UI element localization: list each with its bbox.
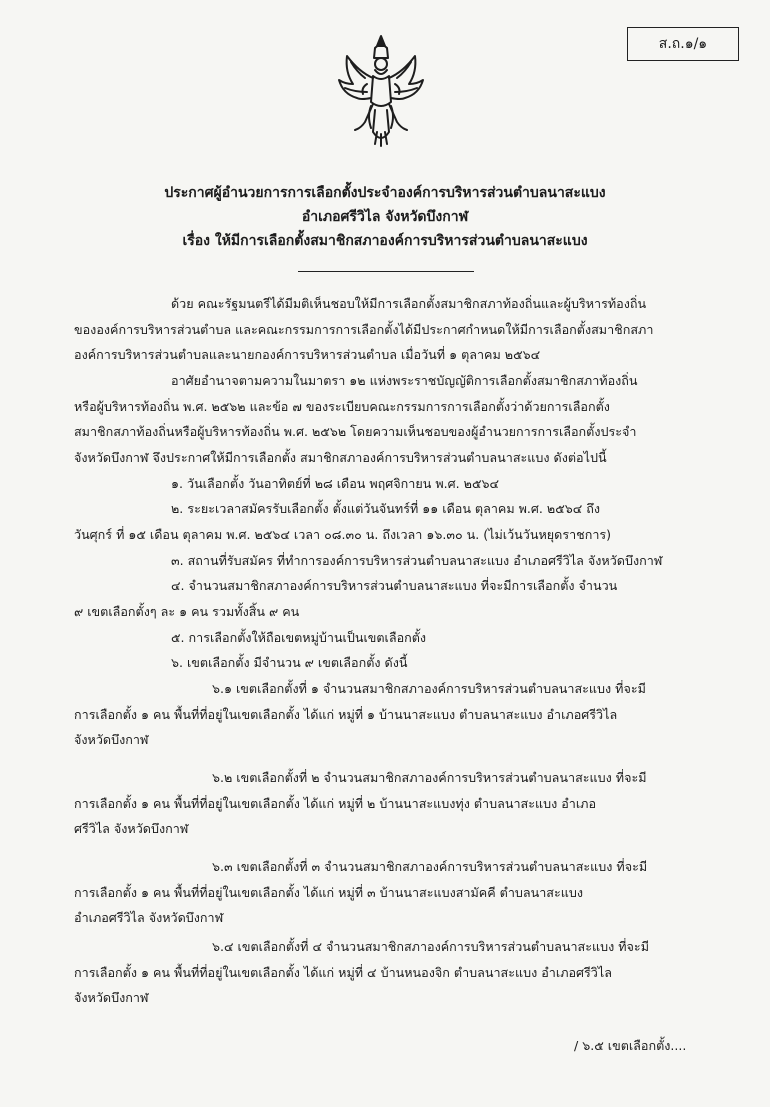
- body-line: องค์การบริหารส่วนตำบลและนายกองค์การบริหารส่วนตำบล เมื่อวันที่ ๑ ตุลาคม ๒๕๖๔: [74, 347, 541, 362]
- body-line: วันศุกร์ ที่ ๑๕ เดือน ตุลาคม พ.ศ. ๒๕๖๔ เวลา ๐๘.๓๐ น. ถึงเวลา ๑๖.๓๐ น. (ไม่เว้นวันหยุดราชการ): [74, 527, 612, 542]
- body-line: อำเภอศรีวิไล จังหวัดบึงกาฬ: [74, 910, 224, 925]
- body-line: ๖. เขตเลือกตั้ง มีจำนวน ๙ เขตเลือกตั้ง ดังนี้: [171, 655, 408, 670]
- continuation-note: / ๖.๕ เขตเลือกตั้ง....: [574, 1038, 687, 1053]
- heading-line-1: ประกาศผู้อำนวยการการเลือกตั้งประจำองค์การบริหารส่วนตำบลนาสะแบง: [164, 185, 606, 201]
- body-line: หรือผู้บริหารท้องถิ่น พ.ศ. ๒๕๖๒ และข้อ ๗ ของระเบียบคณะกรรมการการเลือกตั้งว่าด้วยการเลือกตั้ง: [74, 399, 610, 414]
- body-line: จังหวัดบึงกาฬ: [74, 990, 149, 1005]
- body-line: ๖.๔ เขตเลือกตั้งที่ ๔ จำนวนสมาชิกสภาองค์การบริหารส่วนตำบลนาสะแบง ที่จะมี: [212, 939, 649, 954]
- body-line: ๙ เขตเลือกตั้งๆ ละ ๑ คน รวมทั้งสิ้น ๙ คน: [74, 604, 300, 619]
- body-line: ด้วย คณะรัฐมนตรีได้มีมติเห็นชอบให้มีการเลือกตั้งสมาชิกสภาท้องถิ่นและผู้บริหารท้องถิ่น: [171, 296, 647, 311]
- body-line: การเลือกตั้ง ๑ คน พื้นที่ที่อยู่ในเขตเลือกตั้ง ได้แก่ หมู่ที่ ๒ บ้านนาสะแบงทุ่ง ตำบลนาสะแบง อำเภอ: [74, 796, 597, 811]
- document-code-box: ส.ถ.๑/๑: [627, 27, 739, 61]
- body-line: ๖.๑ เขตเลือกตั้งที่ ๑ จำนวนสมาชิกสภาองค์การบริหารส่วนตำบลนาสะแบง ที่จะมี: [212, 681, 646, 696]
- body-line: จังหวัดบึงกาฬ: [74, 732, 149, 747]
- heading-line-2: อำเภอศรีวิไล จังหวัดบึงกาฬ: [301, 209, 469, 225]
- body-line: การเลือกตั้ง ๑ คน พื้นที่ที่อยู่ในเขตเลือกตั้ง ได้แก่ หมู่ที่ ๔ บ้านหนองจิก ตำบลนาสะแบง อำเภอศรีวิไล: [74, 965, 612, 980]
- body-line: ศรีวิไล จังหวัดบึงกาฬ: [74, 821, 189, 836]
- body-line: ๖.๓ เขตเลือกตั้งที่ ๓ จำนวนสมาชิกสภาองค์การบริหารส่วนตำบลนาสะแบง ที่จะมี: [212, 859, 648, 874]
- body-line: ๓. สถานที่รับสมัคร ที่ทำการองค์การบริหารส่วนตำบลนาสะแบง อำเภอศรีวิไล จังหวัดบึงกาฬ: [171, 553, 663, 568]
- body-line: จังหวัดบึงกาฬ จึงประกาศให้มีการเลือกตั้ง สมาชิกสภาองค์การบริหารส่วนตำบลนาสะแบง ดังต่อไปนี้: [74, 450, 607, 465]
- garuda-emblem-icon: [331, 32, 431, 150]
- body-line: ๖.๒ เขตเลือกตั้งที่ ๒ จำนวนสมาชิกสภาองค์การบริหารส่วนตำบลนาสะแบง ที่จะมี: [212, 770, 647, 785]
- body-line: ขององค์การบริหารส่วนตำบล และคณะกรรมการการเลือกตั้งได้มีประกาศกำหนดให้มีการเลือกตั้งสมาชิกสภา: [74, 322, 654, 337]
- heading-line-3: เรื่อง ให้มีการเลือกตั้งสมาชิกสภาองค์การบริหารส่วนตำบลนาสะแบง: [182, 233, 588, 249]
- body-line: สมาชิกสภาท้องถิ่นหรือผู้บริหารท้องถิ่น พ.ศ. ๒๕๖๒ โดยความเห็นชอบของผู้อำนวยการการเลือกตั้งประจำ: [74, 424, 637, 439]
- body-line: การเลือกตั้ง ๑ คน พื้นที่ที่อยู่ในเขตเลือกตั้ง ได้แก่ หมู่ที่ ๓ บ้านนาสะแบงสามัคคี ตำบลนาสะแบง: [74, 885, 583, 900]
- heading-divider: [298, 271, 474, 272]
- body-line: ๔. จำนวนสมาชิกสภาองค์การบริหารส่วนตำบลนาสะแบง ที่จะมีการเลือกตั้ง จำนวน: [171, 578, 618, 593]
- body-line: ๕. การเลือกตั้งให้ถือเขตหมู่บ้านเป็นเขตเลือกตั้ง: [171, 630, 427, 645]
- body-line: ๑. วันเลือกตั้ง วันอาทิตย์ที่ ๒๘ เดือน พฤศจิกายน พ.ศ. ๒๕๖๔: [171, 476, 500, 491]
- body-line: อาศัยอำนาจตามความในมาตรา ๑๒ แห่งพระราชบัญญัติการเลือกตั้งสมาชิกสภาท้องถิ่น: [171, 373, 638, 388]
- body-line: การเลือกตั้ง ๑ คน พื้นที่ที่อยู่ในเขตเลือกตั้ง ได้แก่ หมู่ที่ ๑ บ้านนาสะแบง ตำบลนาสะแบง อำเภอศรีวิไล: [74, 707, 618, 722]
- body-line: ๒. ระยะเวลาสมัครรับเลือกตั้ง ตั้งแต่วันจันทร์ที่ ๑๑ เดือน ตุลาคม พ.ศ. ๒๕๖๔ ถึง: [171, 501, 601, 516]
